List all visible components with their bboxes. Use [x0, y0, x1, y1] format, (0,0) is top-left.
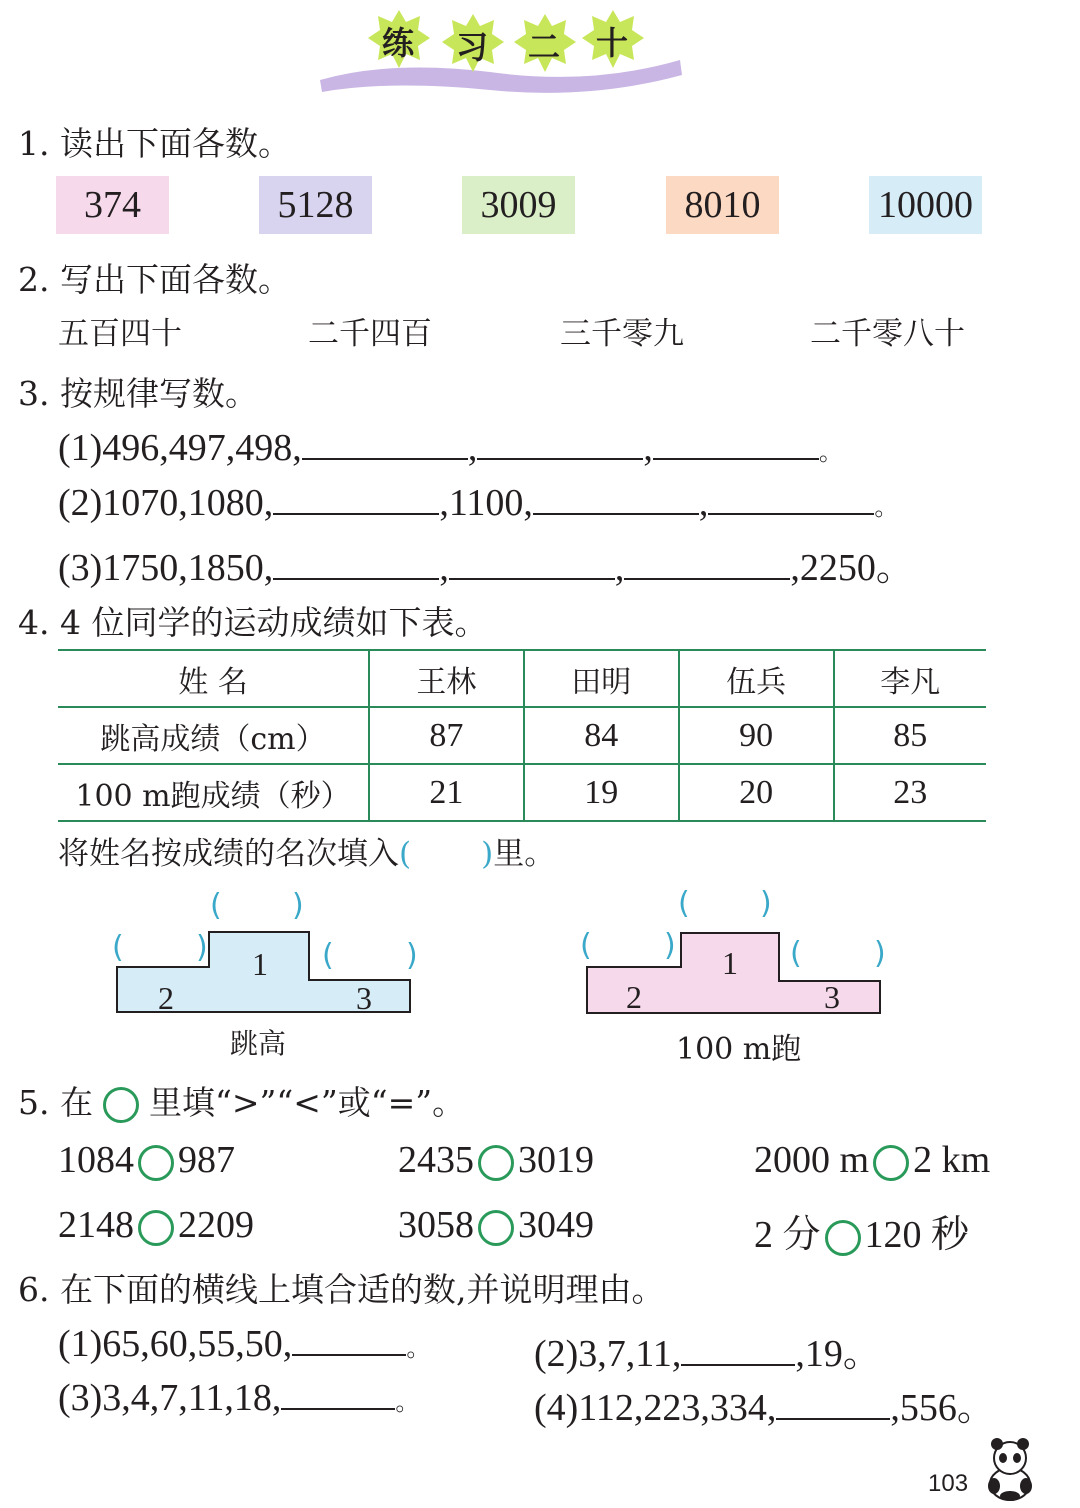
paren-open: ( [399, 836, 412, 872]
header-char-2: 习 [456, 28, 489, 66]
q1-number: 3009 [480, 184, 557, 226]
answer-blank[interactable] [273, 483, 439, 515]
scores-table [58, 649, 986, 822]
panda-icon [982, 1436, 1038, 1502]
q6-sequence-lead: (1)65,60,55,50, [58, 1323, 293, 1365]
rank-number: 1 [252, 946, 268, 982]
compare-circle[interactable] [478, 1145, 514, 1181]
q6-sequence-lead: (2)3,7,11, [534, 1333, 682, 1375]
q6-sequence-1 [58, 1322, 430, 1366]
table-cell: 20 [679, 764, 834, 821]
period: 。 [818, 440, 843, 466]
answer-paren-open[interactable]: ( [210, 888, 222, 923]
q6-sequence-end: ,556。 [890, 1387, 995, 1429]
table-cell: 90 [679, 707, 834, 764]
answer-blank[interactable] [533, 483, 699, 515]
compare-left: 2148 [58, 1204, 134, 1246]
q6-sequence-2 [534, 1322, 881, 1377]
answer-blank[interactable] [653, 428, 819, 460]
table-row [58, 764, 986, 821]
q6-sequence-4 [534, 1376, 995, 1431]
podium-high-jump [116, 930, 412, 1014]
answer-paren-open[interactable]: ( [112, 930, 124, 965]
q2-item: 五百四十 [58, 316, 182, 352]
rank-number: 3 [824, 979, 840, 1015]
comma: , [643, 427, 653, 469]
q5-title [18, 1083, 465, 1123]
rank-number: 2 [626, 979, 642, 1015]
q3-sequence-lead: (3)1750,1850, [58, 547, 274, 589]
header-char-3: 二 [528, 28, 561, 66]
table-cell: 87 [369, 707, 524, 764]
comma: , [698, 482, 709, 524]
q5-title-pre: 5. 在 [18, 1083, 93, 1122]
q1-number-box [56, 176, 169, 234]
q3-sequence-3 [58, 536, 914, 591]
compare-circle[interactable] [873, 1145, 909, 1181]
table-cell: 23 [834, 764, 986, 821]
rank-number: 3 [356, 980, 372, 1016]
answer-paren-close[interactable]: ) [664, 928, 676, 963]
compare-circle[interactable] [138, 1210, 174, 1246]
rank-number: 1 [722, 945, 738, 981]
rank-number: 2 [158, 980, 174, 1016]
q1-number-box [666, 176, 779, 234]
compare-item [754, 1203, 969, 1258]
q3-sequence-lead: (1)496,497,498, [58, 427, 302, 469]
compare-right: 2 km [913, 1139, 991, 1181]
q1-number-box [462, 176, 575, 234]
q3-sequence-lead: (2)1070,1080, [58, 482, 274, 524]
q1-number: 5128 [277, 184, 354, 226]
table-row-label: 跳高成绩（cm） [58, 707, 369, 764]
q1-number-box [869, 176, 982, 234]
answer-blank[interactable] [273, 548, 439, 580]
answer-blank[interactable] [624, 548, 790, 580]
page-number: 103 [928, 1470, 969, 1497]
compare-left: 3058 [398, 1204, 474, 1246]
table-row-label: 100 m跑成绩（秒） [58, 764, 369, 821]
table-row [58, 707, 986, 764]
q6-sequence-lead: (4)112,223,334, [534, 1387, 777, 1429]
q1-number: 8010 [684, 184, 761, 226]
q3-sequence-1 [58, 426, 843, 470]
header-star-1 [366, 8, 432, 70]
q1-number: 10000 [878, 184, 973, 226]
answer-blank[interactable] [708, 483, 874, 515]
answer-paren-close[interactable]: ) [874, 936, 886, 971]
table-cell: 21 [369, 764, 524, 821]
q3-sequence-mid: ,1100, [439, 482, 533, 524]
circle-icon [103, 1087, 139, 1123]
answer-paren-close[interactable]: ) [406, 938, 418, 973]
table-header-cell: 李凡 [834, 650, 986, 707]
answer-paren-open[interactable]: ( [580, 928, 592, 963]
q6-sequence-end: ,19。 [795, 1333, 881, 1375]
q5-title-post: 里填“>”“<”或“=”。 [148, 1083, 466, 1122]
answer-paren-close[interactable]: ) [196, 930, 208, 965]
answer-blank[interactable] [477, 428, 643, 460]
compare-left: 2435 [398, 1139, 474, 1181]
compare-circle[interactable] [825, 1220, 861, 1256]
compare-left: 1084 [58, 1139, 134, 1181]
q3-sequence-end: ,2250。 [790, 547, 914, 589]
period: 。 [874, 495, 899, 521]
answer-paren-close[interactable]: ) [760, 886, 772, 921]
compare-item [398, 1138, 594, 1182]
compare-item [58, 1203, 254, 1247]
q4-instruction [58, 834, 555, 874]
answer-paren-open[interactable]: ( [678, 886, 690, 921]
paren-close: ) [481, 836, 494, 872]
table-header-row [58, 650, 986, 707]
table-cell: 19 [524, 764, 679, 821]
answer-blank[interactable] [281, 1378, 395, 1410]
table-header-cell: 姓 名 [58, 650, 369, 707]
compare-right: 2209 [178, 1204, 254, 1246]
q2-item: 三千零九 [560, 316, 684, 352]
header-char-4: 十 [596, 24, 629, 62]
answer-blank[interactable] [292, 1324, 406, 1356]
answer-paren-open[interactable]: ( [322, 938, 334, 973]
compare-circle[interactable] [478, 1210, 514, 1246]
table-cell: 85 [834, 707, 986, 764]
q6-sequence-lead: (3)3,4,7,11,18, [58, 1377, 282, 1419]
q1-number-box [259, 176, 372, 234]
q4-instruction-end: 里。 [493, 836, 556, 872]
table-header-cell: 伍兵 [679, 650, 834, 707]
compare-item [398, 1203, 594, 1247]
q2-title: 2. 写出下面各数。 [18, 260, 291, 299]
table-header-cell: 田明 [524, 650, 679, 707]
answer-blank[interactable] [681, 1334, 795, 1366]
compare-right: 120 秒 [864, 1214, 970, 1256]
compare-left: 2000 m [754, 1139, 870, 1181]
compare-left: 2 分 [754, 1214, 821, 1256]
answer-blank[interactable] [302, 428, 468, 460]
compare-item [58, 1138, 235, 1182]
answer-paren-close[interactable]: ) [292, 888, 304, 923]
q3-sequence-2 [58, 481, 898, 525]
answer-blank[interactable] [449, 548, 615, 580]
comma: , [439, 547, 449, 589]
comma: , [614, 547, 625, 589]
podium-100m-run [586, 931, 882, 1015]
header-char-1: 练 [382, 24, 415, 62]
q6-title: 6. 在下面的横线上填合适的数,并说明理由。 [18, 1270, 665, 1309]
compare-item [754, 1138, 990, 1182]
q6-sequence-3 [58, 1376, 419, 1420]
compare-right: 3049 [518, 1204, 594, 1246]
header-star-2 [440, 12, 506, 74]
compare-right: 3019 [518, 1139, 594, 1181]
header-star-4 [580, 8, 646, 70]
period: 。 [406, 1336, 431, 1362]
compare-circle[interactable] [138, 1145, 174, 1181]
table-cell: 84 [524, 707, 679, 764]
podium-label: 跳高 [230, 1027, 287, 1060]
answer-blank[interactable] [776, 1388, 890, 1420]
podium-label: 100 m跑 [676, 1032, 802, 1067]
q1-title: 1. 读出下面各数。 [18, 124, 291, 163]
q4-instruction-text: 将姓名按成绩的名次填入 [58, 836, 399, 872]
q3-title: 3. 按规律写数。 [18, 374, 258, 413]
q1-number: 374 [84, 184, 141, 226]
answer-paren-open[interactable]: ( [790, 936, 802, 971]
header-star-3 [512, 12, 578, 74]
period: 。 [395, 1390, 420, 1416]
q4-title: 4. 4 位同学的运动成绩如下表。 [18, 603, 488, 642]
table-header-cell: 王林 [369, 650, 524, 707]
q2-item: 二千四百 [308, 316, 432, 352]
comma: , [467, 427, 478, 469]
compare-right: 987 [178, 1139, 235, 1181]
q2-item: 二千零八十 [810, 316, 965, 352]
